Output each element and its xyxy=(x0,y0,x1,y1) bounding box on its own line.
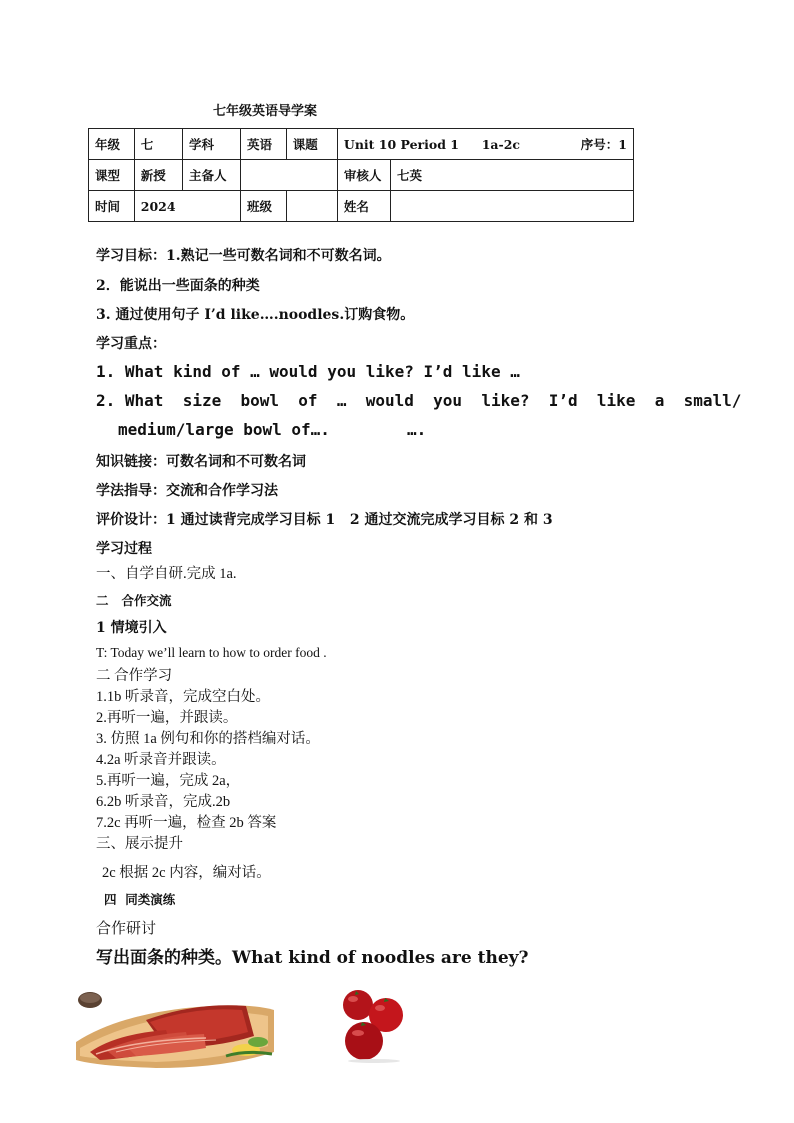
section-3: 二 合作学习 xyxy=(96,668,173,684)
table-row xyxy=(89,129,634,160)
table-cell: 七 xyxy=(134,129,182,160)
table-cell xyxy=(337,129,633,160)
info-table xyxy=(88,128,634,222)
teacher-line: T: Today we’ll learn to how to order food . xyxy=(96,645,327,660)
unit-label: Unit 10 Period 1 xyxy=(343,137,460,152)
section-2-sub: 1 情境引入 xyxy=(96,620,167,636)
study-method: 学法指导：交流和合作学习法 xyxy=(96,483,278,499)
list-item: 7.2c 再听一遍，检查 2b 答案 xyxy=(96,815,277,831)
section-2: 二 合作交流 xyxy=(96,593,172,608)
sliced-meat-image xyxy=(76,990,274,1070)
key-points-heading: 学习重点： xyxy=(96,336,166,352)
table-cell: 新授 xyxy=(134,160,182,191)
section-4: 三、展示提升 xyxy=(96,836,183,852)
serial-label: 序号：1 xyxy=(580,137,627,152)
table-row xyxy=(89,160,634,191)
section-4-item: 2c 根据 2c 内容，编对话。 xyxy=(102,865,271,881)
table-cell xyxy=(240,160,337,191)
table-cell: 时间 xyxy=(89,191,135,222)
key-point-2: 2. What size bowl of … would you like? I’d like a small/ xyxy=(96,391,742,410)
section-5: 四 同类演练 xyxy=(104,892,176,907)
list-item: 6.2b 听录音，完成.2b xyxy=(96,794,231,810)
list-item: 3. 仿照 1a 例句和你的搭档编对话。 xyxy=(96,731,320,747)
tomatoes-image xyxy=(340,985,406,1063)
table-cell: 主备人 xyxy=(182,160,240,191)
goal-line-2: 2．能说出一些面条的种类 xyxy=(96,278,260,294)
table-cell: 班级 xyxy=(240,191,286,222)
table-cell: 课题 xyxy=(286,129,337,160)
table-cell: 审核人 xyxy=(337,160,390,191)
list-item: 4.2a 听录音并跟读。 xyxy=(96,752,226,768)
list-item: 1.1b 听录音，完成空白处。 xyxy=(96,689,270,705)
table-cell: 课型 xyxy=(89,160,135,191)
table-row xyxy=(89,191,634,222)
key-point-2-cont: medium/large bowl of…. …. xyxy=(118,420,427,439)
table-cell: 年级 xyxy=(89,129,135,160)
lesson-label: 1a-2c xyxy=(481,137,521,152)
table-cell: 七英 xyxy=(390,160,633,191)
table-cell: 英语 xyxy=(240,129,286,160)
table-cell: 学科 xyxy=(182,129,240,160)
process-heading: 学习过程 xyxy=(96,541,152,557)
key-point-1: 1. What kind of … would you like? I’d like … xyxy=(96,362,520,381)
knowledge-links: 知识链接：可数名词和不可数名词 xyxy=(96,454,306,470)
table-cell: 姓名 xyxy=(337,191,390,222)
list-item: 2.再听一遍，并跟读。 xyxy=(96,710,238,726)
table-cell xyxy=(286,191,337,222)
section-1: 一、自学自研.完成 1a. xyxy=(96,566,237,582)
list-item: 5.再听一遍，完成 2a， xyxy=(96,773,241,789)
section-5-sub: 合作研讨 xyxy=(96,921,157,937)
noodle-task: 写出面条的种类。What kind of noodles are they? xyxy=(96,948,529,968)
evaluation-design: 评价设计：1 通过读背完成学习目标 1 2 通过交流完成学习目标 2 和 3 xyxy=(96,512,553,528)
goal-line-1: 学习目标：1.熟记一些可数名词和不可数名词。 xyxy=(96,248,391,264)
table-cell xyxy=(390,191,633,222)
table-cell: 2024 xyxy=(134,191,240,222)
page-title: 七年级英语导学案 xyxy=(213,104,318,119)
goal-line-3: 3. 通过使用句子 I’d like….noodles.订购食物。 xyxy=(96,307,415,323)
